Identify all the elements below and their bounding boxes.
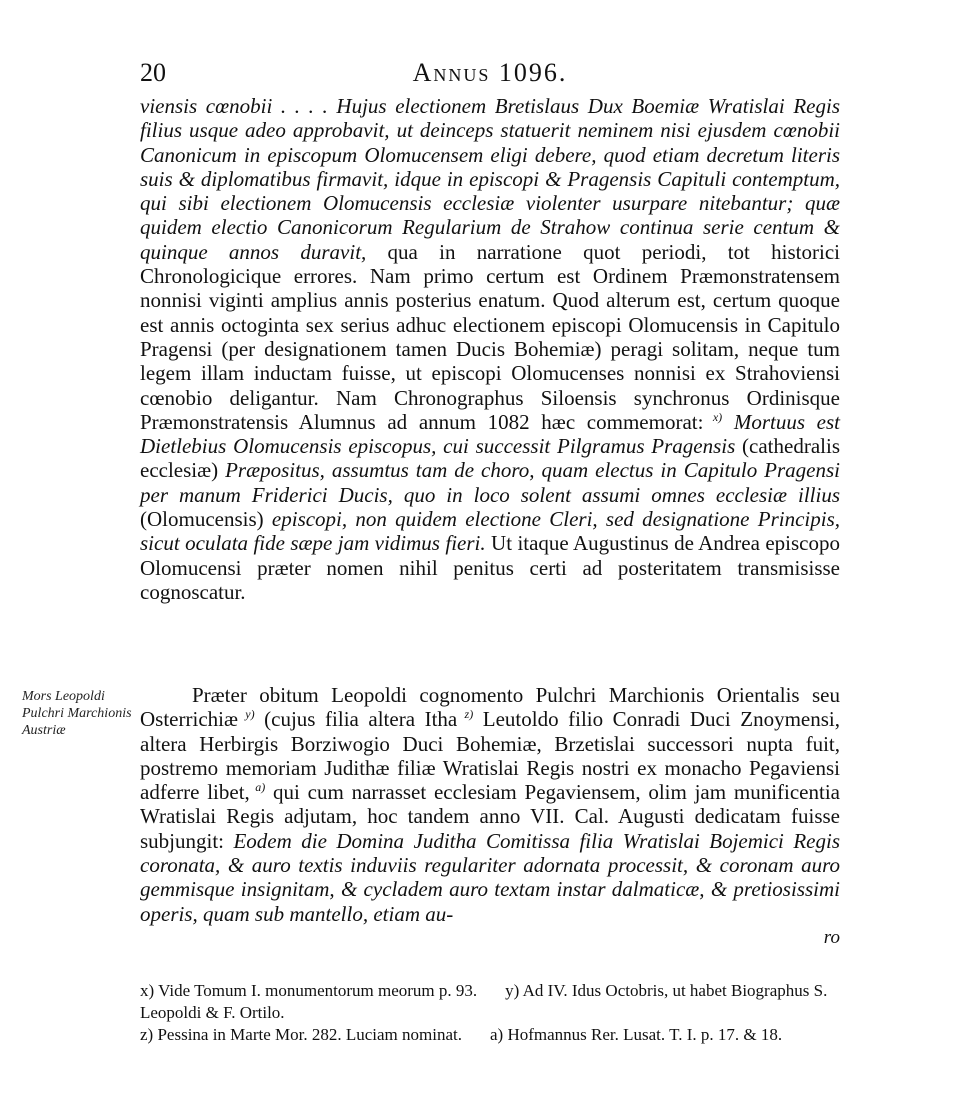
text-run: Præter obitum Leopoldi cognomento Pulchri Marchionis Orientalis seu Osterrichiæ	[140, 683, 840, 732]
text-run: Mortuus est Dietlebius Olomucensis episcopus, cui successit Pilgramus Pragensis	[140, 409, 841, 459]
paragraph-2	[140, 683, 840, 950]
footnote-ref: y)	[237, 707, 255, 722]
text-run: qui cum narrasset ecclesiam Pegaviensem, olim jam munificentia Wratislai Regis adjutam, hoc tandem anno VII. Cal. Augusti dedicatam fuisse subjungit:	[140, 780, 840, 853]
paragraph-1	[140, 94, 840, 604]
catchword: ro	[823, 926, 840, 948]
footnote-x: x) Vide Tomum I. monumentorum meorum p. 93.	[140, 981, 478, 1000]
text-run: Ut itaque Augustinus de Andrea episcopo Olomucensi præter nomen nihil penitus certi ad posteritatem transmisisse cognoscatur.	[140, 531, 840, 604]
text-run: qua in narratione quot periodi, tot historici Chronologicique errores. Nam primo certum est Ordinem Præmonstratensem nonnisi viginti amplius annis posterius enatum. Quod alterum est, certum quoque est annis octoginta sex serius adhuc electionem episcopi Olomucensis in Capitulo Pragensi (per designationem tamen Ducis Bohemiæ) peragi solitam, neque tum legem illam inductam fuisse, ut episcopi Olomucenses nonnisi ex Strahoviensi cœnobio deligantur. Nam Chronographus Siloensis synchronus Ordinisque Præmonstratensis Alumnus ad annum 1082 hæc commemorat:	[140, 239, 840, 434]
footnotes	[140, 980, 860, 1046]
text-run: viensis cœnobii . . . . Hujus electionem Bretislaus Dux Boemiæ Wratislai Regis filius usque adeo approbavit, ut deinceps statuerit neminem nisi ejusdem cœnobii Canonicum in episcopum Olomucensem eligi debere, quod etiam decretum literis suis & diplomatibus firmavit, idque in episcopi & Pragensis Capituli contemptum, qui sibi electionem Olomucensis ecclesiæ violenter usurpare nitebantur; quæ quidem electio Canonicorum Regularium de Strahow continua serie centum & quinque annos duravit,	[140, 94, 840, 264]
footnote-a: a) Hofmannus Rer. Lusat. T. I. p. 17. & 18.	[490, 1025, 783, 1044]
footnote-y: y) Ad IV. Idus Octobris, ut habet Biographus S. Leopoldi & F. Ortilo.	[140, 981, 828, 1022]
footnote-line-1	[140, 980, 860, 1024]
text-run: (cathedralis ecclesiæ)	[140, 434, 840, 483]
text-run: (cujus filia altera Itha	[254, 707, 458, 732]
text-run: Præpositus, assumtus tam de choro, quam electus in Capitulo Pragensi per manum Friderici Ducis, quo in loco solent assumi omnes ecclesiæ illius	[140, 458, 840, 507]
footnote-line-2	[140, 1024, 860, 1046]
running-title: Annus 1096.	[412, 58, 568, 87]
footnote-ref: a)	[249, 780, 266, 795]
text-run: episcopi, non quidem electione Cleri, sed designatione Principis, sicut oculata fide sæpe jam vidimus fieri.	[140, 507, 840, 556]
text-run: Leutoldo filio Conradi Duci Znoymensi, altera Herbirgis Borziwogio Duci Bohemiæ, Brzetislai successori nupta fuit, postremo memoriam Judithæ filiæ Wratislai Regis nostri ex monacho Pegaviensi adferre libet,	[140, 707, 840, 805]
footnote-ref: x)	[703, 409, 723, 424]
text-run: Eodem die Domina Juditha Comitissa filia Wratislai Bojemici Regis coronata, & auro textis induviis regulariter adornata processit, & coronam auro gemmisque insignitam, & cycladem auro textam instar dalmaticæ, & pretiosissimi operis, quam sub mantello, etiam au-	[140, 828, 840, 926]
page-header	[140, 58, 840, 92]
page-number: 20	[140, 58, 166, 87]
margin-note: Mors Leopoldi Pulchri Marchionis Austriæ	[22, 689, 132, 738]
text-run: (Olomucensis)	[140, 507, 264, 532]
footnote-ref: z)	[457, 707, 474, 722]
footnote-z: z) Pessina in Marte Mor. 282. Luciam nominat.	[140, 1025, 462, 1044]
